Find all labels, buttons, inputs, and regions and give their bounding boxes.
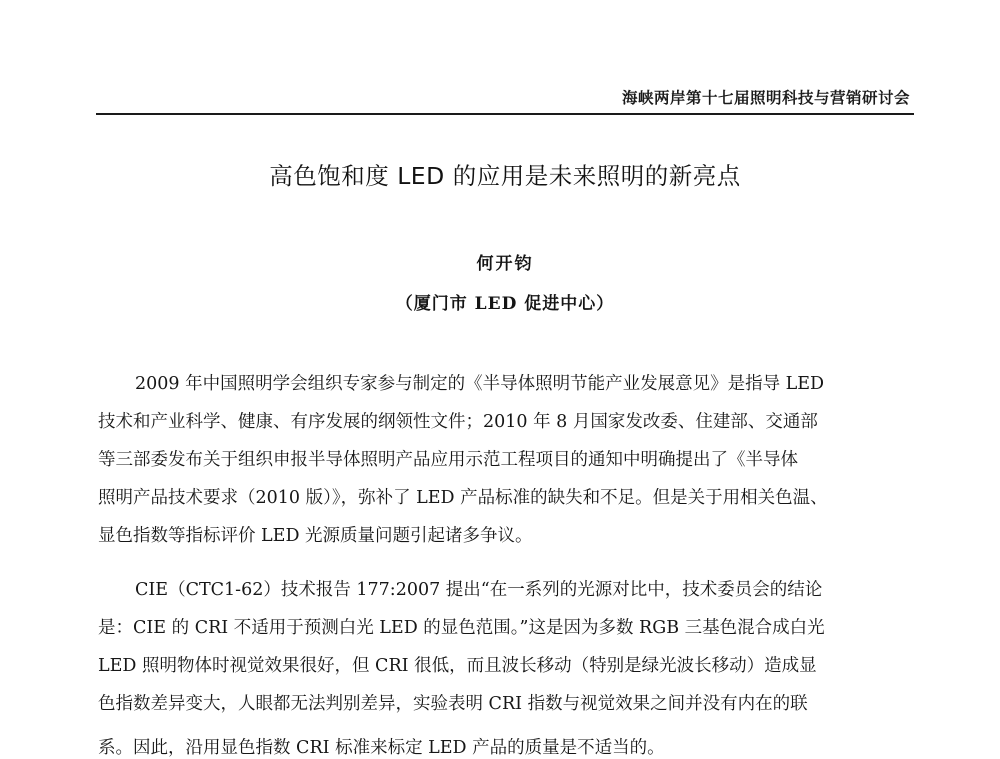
paragraph-1-line: 2009 年中国照明学会组织专家参与制定的《半导体照明节能产业发展意见》是指导 LED [135, 374, 825, 394]
paragraph-1-line: 照明产品技术要求（2010 版）》，弥补了 LED 产品标准的缺失和不足。但是关于用相关色温、 [98, 488, 828, 508]
conference-header: 海峡两岸第十七届照明科技与营销研讨会 [621, 89, 910, 107]
paper-title: 高色饱和度 LED 的应用是未来照明的新亮点 [269, 162, 741, 190]
paragraph-2-line: LED 照明物体时视觉效果很好，但 CRI 很低，而且波长移动（特别是绿光波长移动）造成显 [98, 656, 817, 676]
paragraph-1-line: 等三部委发布关于组织申报半导体照明产品应用示范工程项目的通知中明确提出了《半导体 [98, 450, 798, 470]
paragraph-1-line: 技术和产业科学、健康、有序发展的纲领性文件；2010 年 8 月国家发改委、住建部、交通部 [98, 412, 818, 432]
author-affiliation: （厦门市 LED 促进中心） [395, 294, 615, 314]
paragraph-2-line: 色指数差异变大，人眼都无法判别差异，实验表明 CRI 指数与视觉效果之间并没有内在的联 [98, 694, 808, 714]
paragraph-1-line: 显色指数等指标评价 LED 光源质量问题引起诸多争议。 [98, 526, 533, 546]
paragraph-2-line: CIE（CTC1-62）技术报告 177:2007 提出“在一系列的光源对比中，技术委员会的结论 [135, 580, 823, 600]
paragraph-2-line: 系。因此，沿用显色指数 CRI 标准来标定 LED 产品的质量是不适当的。 [98, 738, 665, 758]
author-name: 何开钧 [476, 254, 534, 274]
paragraph-2-line: 是：CIE 的 CRI 不适用于预测白光 LED 的显色范围。”这是因为多数 RGB 三基色混合成白光 [98, 618, 825, 638]
header-divider [96, 113, 914, 115]
